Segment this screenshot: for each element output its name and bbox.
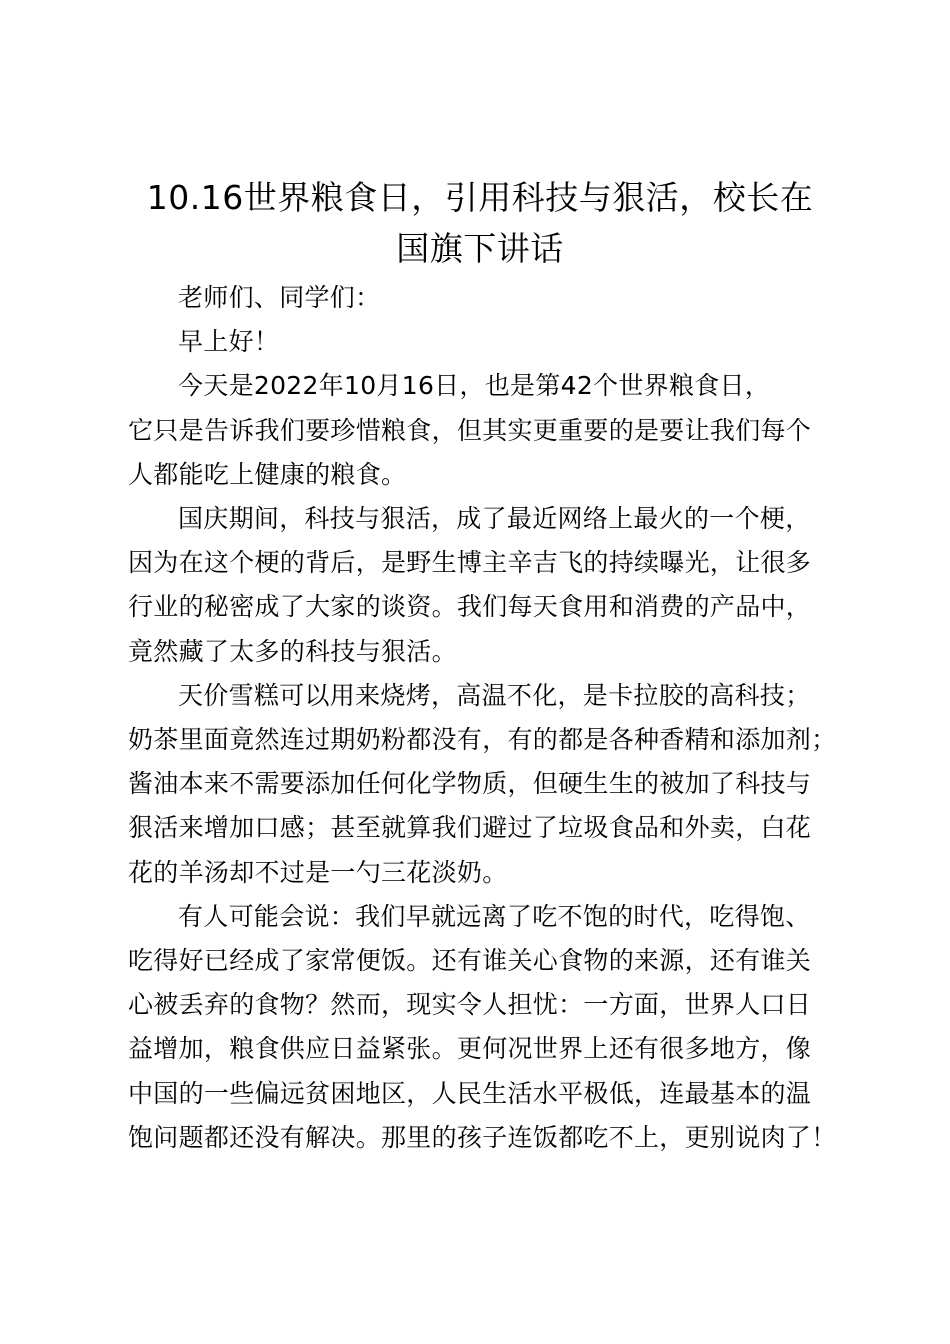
paragraph-line: 狠活来增加口感；甚至就算我们避过了垃圾食品和外卖，白花	[128, 813, 812, 843]
paragraph-line: 天价雪糕可以用来烧烤，高温不化，是卡拉胶的高科技；	[178, 680, 811, 710]
document-body	[128, 276, 836, 1160]
paragraph-line: 今天是2022年10月16日，也是第42个世界粮食日，	[178, 371, 771, 401]
paragraph-line: 吃得好已经成了家常便饭。还有谁关心食物的来源，还有谁关	[128, 946, 812, 976]
body-paragraph-4	[128, 895, 836, 1160]
paragraph-line: 竟然藏了太多的科技与狠活。	[128, 636, 457, 666]
paragraph-line: 饱问题都还没有解决。那里的孩子连饭都吃不上，更别说肉了！	[128, 1122, 837, 1152]
document-title	[118, 172, 842, 274]
body-paragraph-3	[128, 674, 836, 895]
paragraph-line: 益增加，粮食供应日益紧张。更何况世界上还有很多地方，像	[128, 1034, 812, 1064]
paragraph-line: 因为在这个梗的背后，是野生博主辛吉飞的持续曝光，让很多	[128, 548, 812, 578]
title-line-2: 国旗下讲话	[396, 229, 564, 268]
body-paragraph-2	[128, 497, 836, 674]
paragraph-line: 花的羊汤却不过是一勺三花淡奶。	[128, 857, 508, 887]
paragraph-line: 行业的秘密成了大家的谈资。我们每天食用和消费的产品中，	[128, 592, 812, 622]
morning-greeting-paragraph: 早上好！	[178, 327, 280, 357]
paragraph-line: 有人可能会说：我们早就远离了吃不饱的时代，吃得饱、	[178, 901, 811, 931]
paragraph-line: 酱油本来不需要添加任何化学物质，但硬生生的被加了科技与	[128, 769, 812, 799]
paragraph-line: 人都能吃上健康的粮食。	[128, 459, 407, 489]
paragraph-line: 奶茶里面竟然连过期奶粉都没有，有的都是各种香精和添加剂；	[128, 725, 837, 755]
greeting-paragraph: 老师们、同学们：	[178, 283, 381, 312]
paragraph-line: 中国的一些偏远贫困地区，人民生活水平极低，连最基本的温	[128, 1078, 812, 1108]
paragraph-line: 国庆期间，科技与狠活，成了最近网络上最火的一个梗，	[178, 504, 811, 534]
paragraph-line: 它只是告诉我们要珍惜粮食，但其实更重要的是要让我们每个	[128, 415, 812, 445]
body-paragraph-1	[128, 364, 836, 497]
paragraph-line: 心被丢弃的食物？然而，现实令人担忧：一方面，世界人口日	[128, 990, 812, 1020]
title-line-1: 10.16世界粮食日，引用科技与狠活，校长在	[146, 178, 814, 217]
